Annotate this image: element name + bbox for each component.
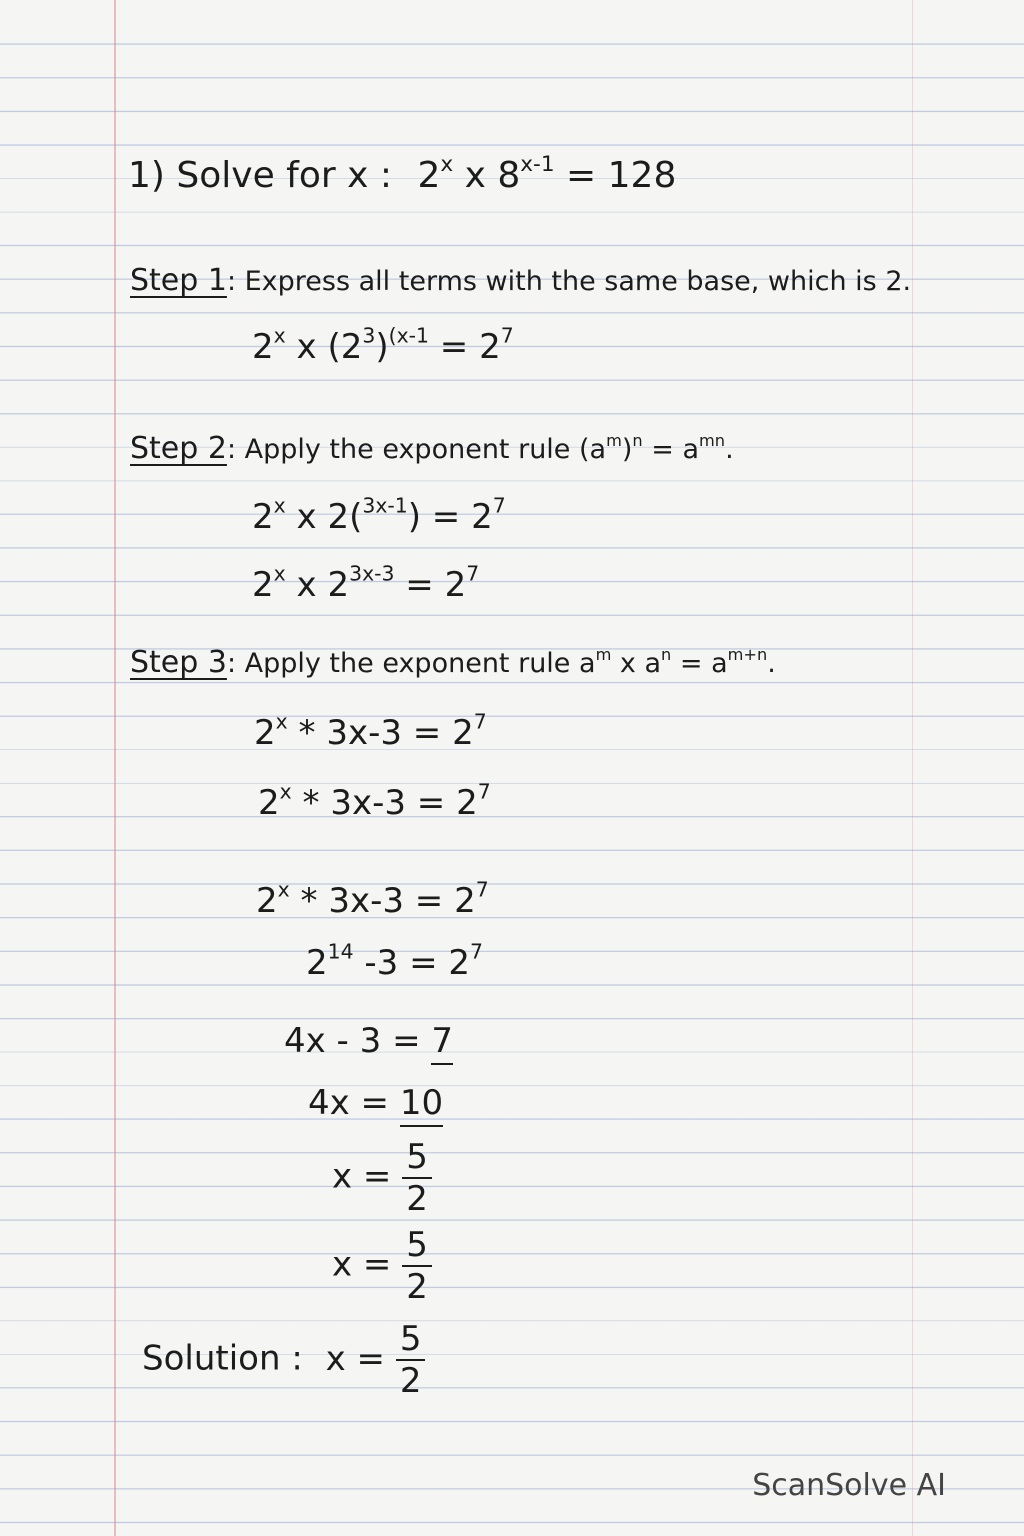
step-1-label: Step 1 bbox=[130, 263, 227, 298]
problem-statement bbox=[128, 151, 677, 196]
step-3-equation-2: $2^x * 3x-3 = 2^7$ bbox=[258, 779, 491, 823]
problem-text: Solve for x : bbox=[176, 155, 393, 196]
fraction: $\frac{5}{2}$ bbox=[402, 1140, 432, 1216]
left-margin-line bbox=[114, 0, 116, 1536]
step-3-equation-8: x = $\frac{5}{2}$ bbox=[332, 1228, 432, 1304]
problem-number: 1) bbox=[128, 155, 165, 196]
solution-fraction: $\frac{5}{2}$ bbox=[396, 1322, 426, 1398]
step-3-heading: Step 3: Apply the exponent rule $a^m$ x $a^n = a^{m+n}$. bbox=[130, 644, 776, 680]
step-2-label: Step 2 bbox=[130, 431, 227, 466]
step-2-equation-1: 2$^x$ x $2(^{3x-1}) = 2^7$ bbox=[252, 493, 506, 537]
fraction: $\frac{5}{2}$ bbox=[402, 1228, 432, 1304]
problem-equation: 2$^x$ x $8^{x-1} = 128$ bbox=[417, 151, 677, 196]
step-1-equation: 2$^x$ x $(2^3)^{(x-1} = 2^7$ bbox=[252, 323, 514, 367]
step-3-equation-7: x = $\frac{5}{2}$ bbox=[332, 1140, 432, 1216]
solution-line: Solution : x = $\frac{5}{2}$ bbox=[142, 1322, 425, 1398]
step-1-heading bbox=[130, 263, 912, 298]
solution-label: Solution : bbox=[142, 1338, 303, 1379]
step-1-text: : Express all terms with the same base, which is 2. bbox=[226, 266, 912, 297]
step-3-equation-5: 4x - 3 = 7 bbox=[284, 1024, 453, 1058]
step-2-heading: Step 2: Apply the exponent rule $(a^m)^n = a^{mn}$. bbox=[130, 430, 734, 466]
scansolve-watermark: ScanSolve AI bbox=[752, 1468, 946, 1503]
step-2-equation-2: 2$^x$ x $2^{3x-3} = 2^7$ bbox=[252, 561, 480, 605]
step-3-equation-4: $2^{14}$ $-3 = 2^7$ bbox=[306, 939, 484, 983]
step-3-label: Step 3 bbox=[130, 645, 227, 680]
right-margin-line bbox=[912, 0, 913, 1536]
step-3-equation-3: $2^x * 3x-3 = 2^7$ bbox=[256, 877, 489, 921]
step-3-equation-1: $2^x * 3x-3 = 2^7$ bbox=[254, 709, 487, 753]
step-3-equation-6: 4x = 10 bbox=[308, 1086, 443, 1120]
